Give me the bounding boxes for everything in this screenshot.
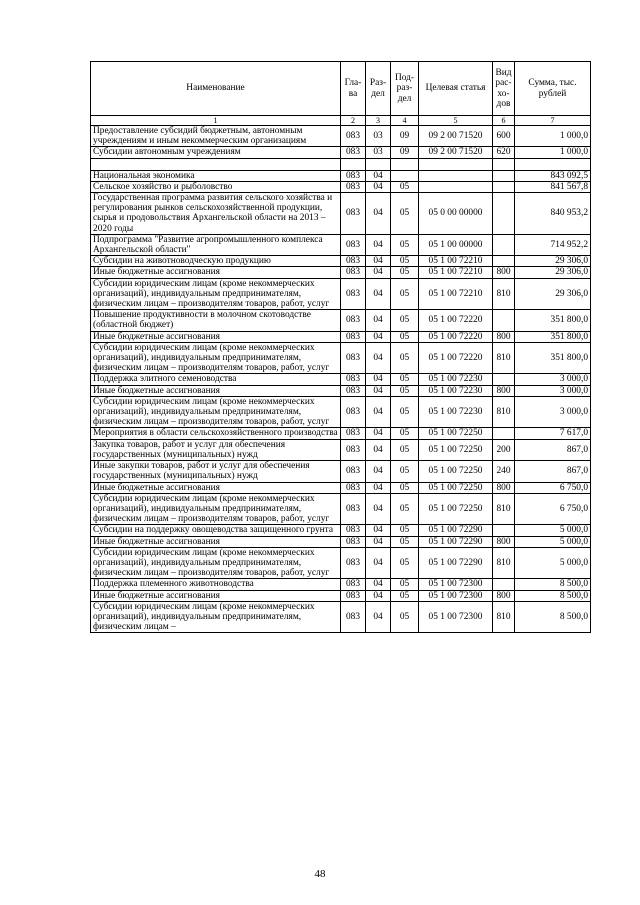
row-subsection: 05	[391, 234, 419, 255]
row-target: 05 1 00 72230	[419, 396, 493, 428]
row-amount: 1 000,0	[515, 147, 591, 158]
row-section: 04	[366, 256, 391, 267]
row-section: 04	[366, 385, 391, 396]
row-chapter: 083	[341, 536, 366, 547]
row-section: 04	[366, 590, 391, 601]
table-row	[91, 396, 591, 428]
table-row	[91, 256, 591, 267]
table-row	[91, 193, 591, 235]
header-subsection: Под-раз-дел	[391, 62, 419, 116]
row-chapter: 083	[341, 493, 366, 525]
row-name: Подпрограмма "Развитие агропромышленного комплекса Архангельской области"	[91, 234, 341, 255]
row-expense-type: 800	[493, 482, 515, 493]
row-amount: 867,0	[515, 461, 591, 482]
row-amount: 351 800,0	[515, 310, 591, 331]
row-amount: 3 000,0	[515, 385, 591, 396]
row-chapter: 083	[341, 181, 366, 192]
table-row	[91, 147, 591, 158]
row-subsection: 05	[391, 256, 419, 267]
row-chapter: 083	[341, 331, 366, 342]
row-section: 04	[366, 396, 391, 428]
table-row	[91, 590, 591, 601]
row-target: 05 1 00 72300	[419, 579, 493, 590]
row-expense-type	[493, 181, 515, 192]
row-target: 05 1 00 72250	[419, 428, 493, 439]
row-expense-type: 800	[493, 267, 515, 278]
row-target: 05 1 00 72250	[419, 461, 493, 482]
row-subsection: 05	[391, 579, 419, 590]
row-expense-type: 800	[493, 385, 515, 396]
row-amount: 3 000,0	[515, 374, 591, 385]
table-row	[91, 278, 591, 310]
row-chapter: 083	[341, 439, 366, 460]
row-subsection: 05	[391, 536, 419, 547]
row-section: 04	[366, 374, 391, 385]
row-section: 04	[366, 310, 391, 331]
row-amount: 1 000,0	[515, 126, 591, 147]
row-subsection: 05	[391, 193, 419, 235]
row-target: 05 1 00 72220	[419, 331, 493, 342]
blank-row	[91, 158, 591, 170]
row-amount: 841 567,8	[515, 181, 591, 192]
row-section: 04	[366, 234, 391, 255]
row-chapter: 083	[341, 267, 366, 278]
row-target: 05 1 00 72210	[419, 278, 493, 310]
page-number: 48	[314, 868, 326, 880]
header-amount: Сумма, тыс. рублей	[515, 62, 591, 116]
row-target: 05 1 00 72250	[419, 439, 493, 460]
row-section: 04	[366, 461, 391, 482]
row-expense-type: 810	[493, 493, 515, 525]
row-amount: 29 306,0	[515, 256, 591, 267]
blank-cell	[419, 158, 493, 170]
row-chapter: 083	[341, 461, 366, 482]
row-subsection: 05	[391, 493, 419, 525]
row-name: Мероприятия в области сельскохозяйственного производства	[91, 428, 341, 439]
blank-cell	[493, 158, 515, 170]
row-name: Субсидии юридическим лицам (кроме некоммерческих организаций), индивидуальным предпринимателям, физическим лицам –	[91, 601, 341, 633]
row-target: 05 1 00 72300	[419, 601, 493, 633]
row-amount: 8 500,0	[515, 601, 591, 633]
row-section: 03	[366, 126, 391, 147]
row-expense-type	[493, 374, 515, 385]
row-name: Национальная экономика	[91, 170, 341, 181]
row-subsection: 05	[391, 396, 419, 428]
row-section: 04	[366, 267, 391, 278]
row-section: 04	[366, 547, 391, 579]
header-chapter: Гла-ва	[341, 62, 366, 116]
row-section: 04	[366, 536, 391, 547]
table-row	[91, 482, 591, 493]
column-number: 5	[419, 116, 493, 126]
header-target: Целевая статья	[419, 62, 493, 116]
table-row	[91, 181, 591, 192]
row-name: Иные бюджетные ассигнования	[91, 267, 341, 278]
row-amount: 6 750,0	[515, 482, 591, 493]
header-section: Раз-дел	[366, 62, 391, 116]
row-amount: 714 952,2	[515, 234, 591, 255]
table-row	[91, 267, 591, 278]
row-amount: 6 750,0	[515, 493, 591, 525]
row-name: Сельское хозяйство и рыболовство	[91, 181, 341, 192]
row-chapter: 083	[341, 428, 366, 439]
row-chapter: 083	[341, 278, 366, 310]
row-subsection: 05	[391, 439, 419, 460]
row-name: Субсидии на животноводческую продукцию	[91, 256, 341, 267]
row-subsection: 05	[391, 181, 419, 192]
row-chapter: 083	[341, 579, 366, 590]
row-name: Иные бюджетные ассигнования	[91, 590, 341, 601]
row-subsection: 09	[391, 126, 419, 147]
row-expense-type	[493, 234, 515, 255]
row-target: 05 1 00 72210	[419, 267, 493, 278]
row-expense-type	[493, 579, 515, 590]
row-subsection: 05	[391, 601, 419, 633]
row-section: 04	[366, 525, 391, 536]
row-name: Иные бюджетные ассигнования	[91, 331, 341, 342]
row-target: 05 1 00 72290	[419, 536, 493, 547]
row-section: 04	[366, 428, 391, 439]
row-expense-type: 810	[493, 396, 515, 428]
column-number: 1	[91, 116, 341, 126]
table-row	[91, 385, 591, 396]
row-subsection: 05	[391, 590, 419, 601]
table-row	[91, 170, 591, 181]
table-row	[91, 331, 591, 342]
row-subsection: 05	[391, 374, 419, 385]
row-section: 04	[366, 331, 391, 342]
row-expense-type: 810	[493, 342, 515, 374]
row-chapter: 083	[341, 126, 366, 147]
row-section: 04	[366, 181, 391, 192]
row-subsection: 05	[391, 461, 419, 482]
row-name: Субсидии юридическим лицам (кроме некоммерческих организаций), индивидуальным предпринимателям, физическим лицам – производителям товаров, работ, услуг	[91, 396, 341, 428]
table-row	[91, 579, 591, 590]
row-expense-type	[493, 310, 515, 331]
row-target: 05 1 00 72290	[419, 525, 493, 536]
row-expense-type: 800	[493, 536, 515, 547]
row-amount: 29 306,0	[515, 267, 591, 278]
row-subsection: 05	[391, 385, 419, 396]
column-number: 7	[515, 116, 591, 126]
row-chapter: 083	[341, 256, 366, 267]
row-name: Поддержка племенного животноводства	[91, 579, 341, 590]
row-name: Субсидии юридическим лицам (кроме некоммерческих организаций), индивидуальным предпринимателям, физическим лицам – производителям товаров, работ, услуг	[91, 278, 341, 310]
row-name: Субсидии на поддержку овощеводства защищенного грунта	[91, 525, 341, 536]
row-name: Субсидии юридическим лицам (кроме некоммерческих организаций), индивидуальным предпринимателям, физическим лицам – производителям товаров, работ, услуг	[91, 342, 341, 374]
blank-cell	[91, 158, 341, 170]
table-row	[91, 601, 591, 633]
row-expense-type	[493, 525, 515, 536]
table-row	[91, 374, 591, 385]
row-target: 05 1 00 72300	[419, 590, 493, 601]
column-number-row	[91, 116, 591, 126]
table-row	[91, 234, 591, 255]
row-amount: 29 306,0	[515, 278, 591, 310]
row-name: Субсидии автономным учреждениям	[91, 147, 341, 158]
table-row	[91, 342, 591, 374]
blank-cell	[391, 158, 419, 170]
column-number: 3	[366, 116, 391, 126]
row-amount: 8 500,0	[515, 579, 591, 590]
row-section: 04	[366, 342, 391, 374]
blank-cell	[366, 158, 391, 170]
row-chapter: 083	[341, 482, 366, 493]
column-number: 2	[341, 116, 366, 126]
row-section: 04	[366, 439, 391, 460]
row-target: 05 1 00 00000	[419, 234, 493, 255]
row-name: Субсидии юридическим лицам (кроме некоммерческих организаций), индивидуальным предпринимателям, физическим лицам – производителям товаров, работ, услуг	[91, 547, 341, 579]
row-name: Субсидии юридическим лицам (кроме некоммерческих организаций), индивидуальным предпринимателям, физическим лицам – производителям товаров, работ, услуг	[91, 493, 341, 525]
row-section: 04	[366, 579, 391, 590]
row-chapter: 083	[341, 374, 366, 385]
row-name: Иные закупки товаров, работ и услуг для обеспечения государственных (муниципальных) нужд	[91, 461, 341, 482]
table-row	[91, 461, 591, 482]
row-target: 05 1 00 72230	[419, 385, 493, 396]
row-section: 04	[366, 278, 391, 310]
row-chapter: 083	[341, 525, 366, 536]
row-expense-type: 600	[493, 126, 515, 147]
header-row	[91, 62, 591, 116]
table-row	[91, 547, 591, 579]
row-amount: 843 092,5	[515, 170, 591, 181]
row-chapter: 083	[341, 310, 366, 331]
row-target: 09 2 00 71520	[419, 147, 493, 158]
header-name: Наименование	[91, 62, 341, 116]
row-amount: 7 617,0	[515, 428, 591, 439]
row-subsection: 05	[391, 331, 419, 342]
row-subsection: 05	[391, 428, 419, 439]
row-name: Предоставление субсидий бюджетным, автономным учреждениям и иным некоммерческим организациям	[91, 126, 341, 147]
row-amount: 351 800,0	[515, 342, 591, 374]
row-subsection: 05	[391, 267, 419, 278]
row-chapter: 083	[341, 547, 366, 579]
row-chapter: 083	[341, 396, 366, 428]
table-row	[91, 493, 591, 525]
row-chapter: 083	[341, 170, 366, 181]
row-name: Иные бюджетные ассигнования	[91, 482, 341, 493]
row-subsection: 05	[391, 547, 419, 579]
row-chapter: 083	[341, 193, 366, 235]
row-expense-type: 200	[493, 439, 515, 460]
row-target: 05 1 00 72290	[419, 547, 493, 579]
row-expense-type	[493, 256, 515, 267]
row-target: 05 1 00 72210	[419, 256, 493, 267]
table-row	[91, 439, 591, 460]
table-row	[91, 536, 591, 547]
row-name: Поддержка элитного семеноводства	[91, 374, 341, 385]
column-number: 4	[391, 116, 419, 126]
row-section: 04	[366, 601, 391, 633]
row-name: Повышение продуктивности в молочном скотоводстве (областной бюджет)	[91, 310, 341, 331]
row-amount: 5 000,0	[515, 547, 591, 579]
row-chapter: 083	[341, 590, 366, 601]
row-chapter: 083	[341, 147, 366, 158]
row-target: 05 1 00 72220	[419, 310, 493, 331]
row-subsection: 05	[391, 525, 419, 536]
row-amount: 5 000,0	[515, 536, 591, 547]
blank-cell	[515, 158, 591, 170]
row-expense-type: 810	[493, 547, 515, 579]
table-row	[91, 126, 591, 147]
row-target: 09 2 00 71520	[419, 126, 493, 147]
row-section: 04	[366, 170, 391, 181]
row-amount: 5 000,0	[515, 525, 591, 536]
row-name: Государственная программа развития сельского хозяйства и регулирования рынков сельскохозяйственной продукции, сырья и продовольствия Архангельской области на 2013 – 2020 годы	[91, 193, 341, 235]
table-body	[91, 126, 591, 633]
column-number: 6	[493, 116, 515, 126]
row-expense-type: 800	[493, 331, 515, 342]
table-row	[91, 428, 591, 439]
row-subsection: 05	[391, 482, 419, 493]
row-target: 05 1 00 72250	[419, 493, 493, 525]
row-expense-type: 240	[493, 461, 515, 482]
row-amount: 8 500,0	[515, 590, 591, 601]
row-name: Иные бюджетные ассигнования	[91, 536, 341, 547]
row-section: 04	[366, 493, 391, 525]
row-amount: 351 800,0	[515, 331, 591, 342]
row-name: Иные бюджетные ассигнования	[91, 385, 341, 396]
row-expense-type	[493, 170, 515, 181]
row-amount: 3 000,0	[515, 396, 591, 428]
header-expense-type: Вид рас-хо-дов	[493, 62, 515, 116]
row-subsection: 09	[391, 147, 419, 158]
row-expense-type: 810	[493, 278, 515, 310]
row-expense-type	[493, 193, 515, 235]
table-row	[91, 525, 591, 536]
row-section: 04	[366, 193, 391, 235]
row-expense-type: 810	[493, 601, 515, 633]
row-name: Закупка товаров, работ и услуг для обеспечения государственных (муниципальных) нужд	[91, 439, 341, 460]
row-subsection	[391, 170, 419, 181]
row-chapter: 083	[341, 342, 366, 374]
row-target: 05 1 00 72230	[419, 374, 493, 385]
row-subsection: 05	[391, 342, 419, 374]
row-expense-type: 620	[493, 147, 515, 158]
row-expense-type: 800	[493, 590, 515, 601]
row-chapter: 083	[341, 234, 366, 255]
row-section: 03	[366, 147, 391, 158]
table-row	[91, 310, 591, 331]
row-amount: 840 953,2	[515, 193, 591, 235]
row-subsection: 05	[391, 310, 419, 331]
row-target	[419, 181, 493, 192]
row-target: 05 0 00 00000	[419, 193, 493, 235]
row-target: 05 1 00 72220	[419, 342, 493, 374]
row-subsection: 05	[391, 278, 419, 310]
row-section: 04	[366, 482, 391, 493]
row-chapter: 083	[341, 601, 366, 633]
blank-cell	[341, 158, 366, 170]
row-target: 05 1 00 72250	[419, 482, 493, 493]
row-chapter: 083	[341, 385, 366, 396]
row-target	[419, 170, 493, 181]
row-expense-type	[493, 428, 515, 439]
budget-table	[90, 61, 591, 633]
row-amount: 867,0	[515, 439, 591, 460]
